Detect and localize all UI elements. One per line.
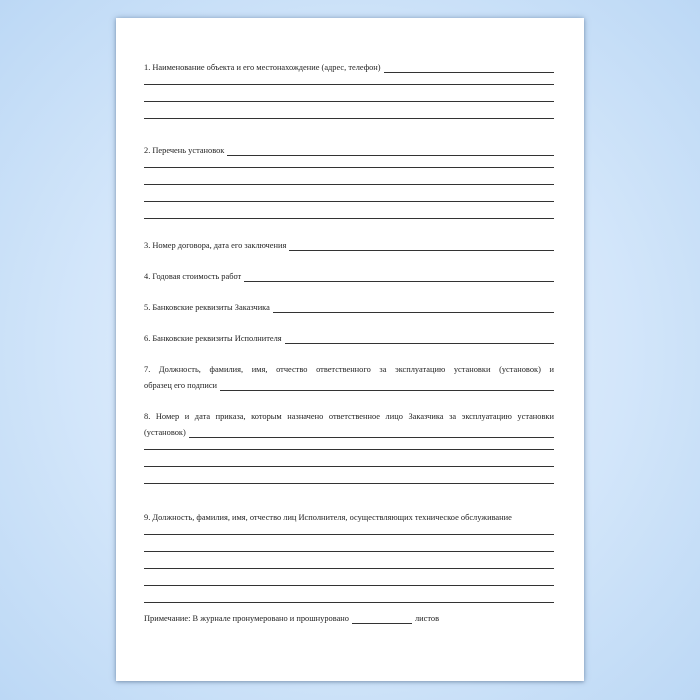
item-2: [144, 145, 554, 156]
document-page: [116, 18, 584, 681]
item-7-line-1: 7. Должность, фамилия, имя, отчество ответственного за эксплуатацию установки (установок) и: [144, 365, 554, 374]
item-2-label: 2. Перечень установок: [144, 146, 225, 155]
blank-line[interactable]: [144, 161, 554, 168]
item-1-blank[interactable]: [384, 64, 554, 73]
blank-line[interactable]: [144, 95, 554, 102]
item-3: [144, 240, 554, 251]
note: [144, 613, 554, 624]
item-1-label: 1. Наименование объекта и его местонахождение (адрес, телефон): [144, 63, 381, 72]
item-7-blank[interactable]: [220, 382, 554, 391]
item-9: [144, 512, 554, 523]
item-8-line-1: 8. Номер и дата приказа, которым назначено ответственное лицо Заказчика за эксплуатацию установки: [144, 412, 554, 421]
item-7-label-2: образец его подписи: [144, 381, 218, 390]
item-8-line-2: [144, 427, 554, 438]
item-4-label: 4. Годовая стоимость работ: [144, 272, 242, 281]
blank-line[interactable]: [144, 178, 554, 185]
blank-line[interactable]: [144, 477, 554, 484]
item-4: [144, 271, 554, 282]
blank-line[interactable]: [144, 78, 554, 85]
item-1: [144, 62, 554, 73]
blank-line[interactable]: [144, 562, 554, 569]
blank-line[interactable]: [144, 195, 554, 202]
item-8-blank[interactable]: [189, 429, 554, 438]
blank-line[interactable]: [144, 460, 554, 467]
blank-line[interactable]: [144, 528, 554, 535]
item-6: [144, 333, 554, 344]
item-2-blank[interactable]: [227, 147, 554, 156]
blank-line[interactable]: [144, 212, 554, 219]
blank-line[interactable]: [144, 596, 554, 603]
item-6-blank[interactable]: [285, 335, 554, 344]
item-8-label-2: (установок): [144, 428, 186, 437]
note-suffix: листов: [414, 614, 440, 623]
item-5-blank[interactable]: [273, 304, 554, 313]
blank-line[interactable]: [144, 443, 554, 450]
item-3-blank[interactable]: [289, 242, 554, 251]
sheet-count-blank[interactable]: [352, 615, 412, 624]
item-4-blank[interactable]: [244, 273, 554, 282]
item-6-label: 6. Банковские реквизиты Исполнителя: [144, 334, 282, 343]
item-5: [144, 302, 554, 313]
item-9-label: 9. Должность, фамилия, имя, отчество лиц Исполнителя, осуществляющих техническое обслуживание: [144, 513, 512, 522]
blank-line[interactable]: [144, 579, 554, 586]
item-3-label: 3. Номер договора, дата его заключения: [144, 241, 287, 250]
form-content: [144, 62, 554, 624]
note-prefix: Примечание: В журнале пронумеровано и прошнуровано: [144, 614, 349, 623]
item-5-label: 5. Банковские реквизиты Заказчика: [144, 303, 270, 312]
blank-line[interactable]: [144, 545, 554, 552]
item-7-line-2: [144, 380, 554, 391]
blank-line[interactable]: [144, 112, 554, 119]
